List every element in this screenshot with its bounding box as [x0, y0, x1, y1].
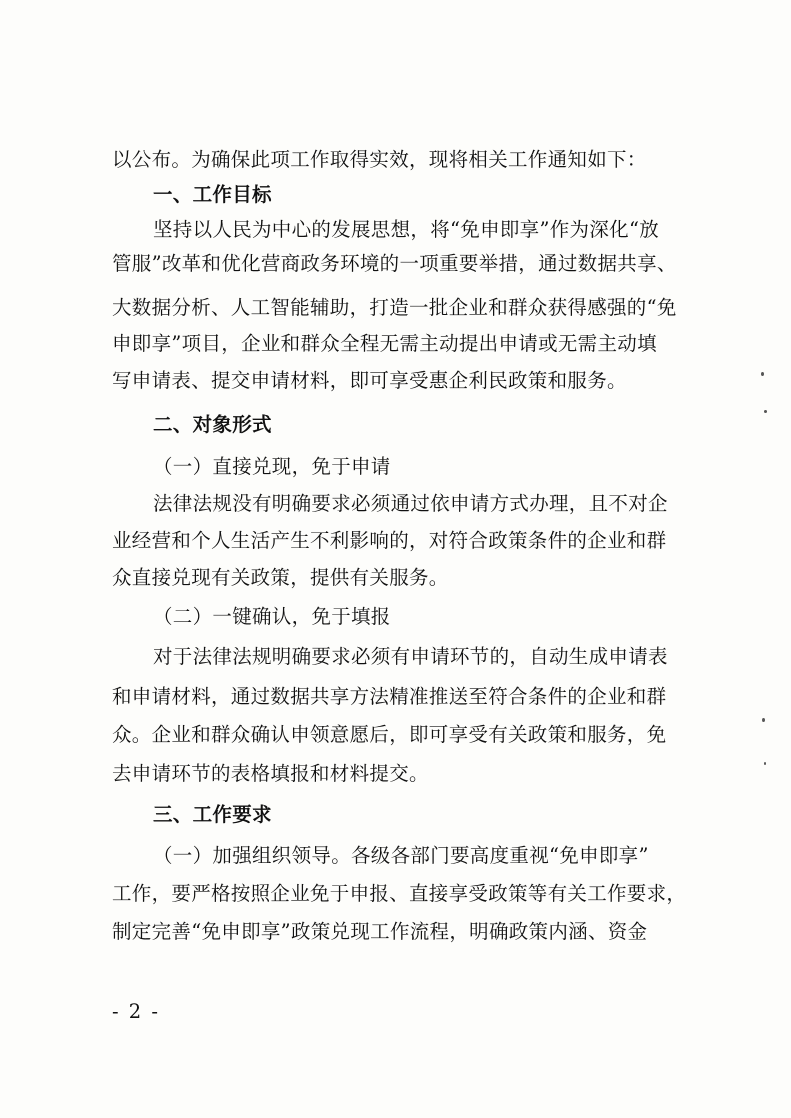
paragraph-line: （一）加强组织领导。各级各部门要高度重视“免申即享”: [153, 844, 649, 867]
paragraph-line: 坚持以人民为中心的发展思想，将“免申即享”作为深化“放: [153, 218, 660, 241]
paragraph-line: 法律法规没有明确要求必须通过依申请方式办理，且不对企: [153, 492, 668, 515]
paragraph-line: 业经营和个人生活产生不利影响的，对符合政策条件的企业和群: [112, 529, 667, 552]
paragraph-line: 对于法律法规明确要求必须有申请环节的，自动生成申请表: [153, 645, 668, 668]
paragraph-line: 申即享”项目，企业和群众全程无需主动提出申请或无需主动填: [112, 332, 657, 355]
subsection-heading: （一）直接兑现，免于申请: [153, 455, 391, 478]
text-line-continuation: 以公布。为确保此项工作取得实效，现将相关工作通知如下：: [112, 148, 647, 171]
scan-speck: [762, 718, 765, 722]
scan-speck: [764, 410, 767, 413]
paragraph-line: 和申请材料，通过数据共享方法精准推送至符合条件的企业和群: [112, 685, 667, 708]
subsection-heading: （二）一键确认，免于填报: [153, 605, 391, 628]
paragraph-line: 制定完善“免申即享”政策兑现工作流程，明确政策内涵、资金: [112, 920, 648, 943]
paragraph-line: 去申请环节的表格填报和材料提交。: [112, 762, 429, 785]
section-heading-requirements: 三、工作要求: [153, 803, 272, 826]
paragraph-line: 工作，要严格按照企业免于申报、直接享受政策等有关工作要求，: [112, 882, 687, 905]
paragraph-line: 众直接兑现有关政策，提供有关服务。: [112, 566, 449, 589]
page-number: - 2 -: [112, 1000, 160, 1023]
paragraph-line: 管服”改革和优化营商政务环境的一项重要举措，通过数据共享、: [112, 252, 677, 275]
section-heading-goal: 一、工作目标: [153, 183, 272, 206]
scan-speck: [764, 762, 766, 765]
paragraph-line: 众。企业和群众确认申领意愿后，即可享受有关政策和服务，免: [112, 723, 667, 746]
paragraph-line: 大数据分析、人工智能辅助，打造一批企业和群众获得感强的“免: [112, 296, 677, 319]
paragraph-line: 写申请表、提交申请材料，即可享受惠企利民政策和服务。: [112, 369, 627, 392]
scan-speck: [761, 372, 764, 376]
section-heading-forms: 二、对象形式: [153, 413, 272, 436]
